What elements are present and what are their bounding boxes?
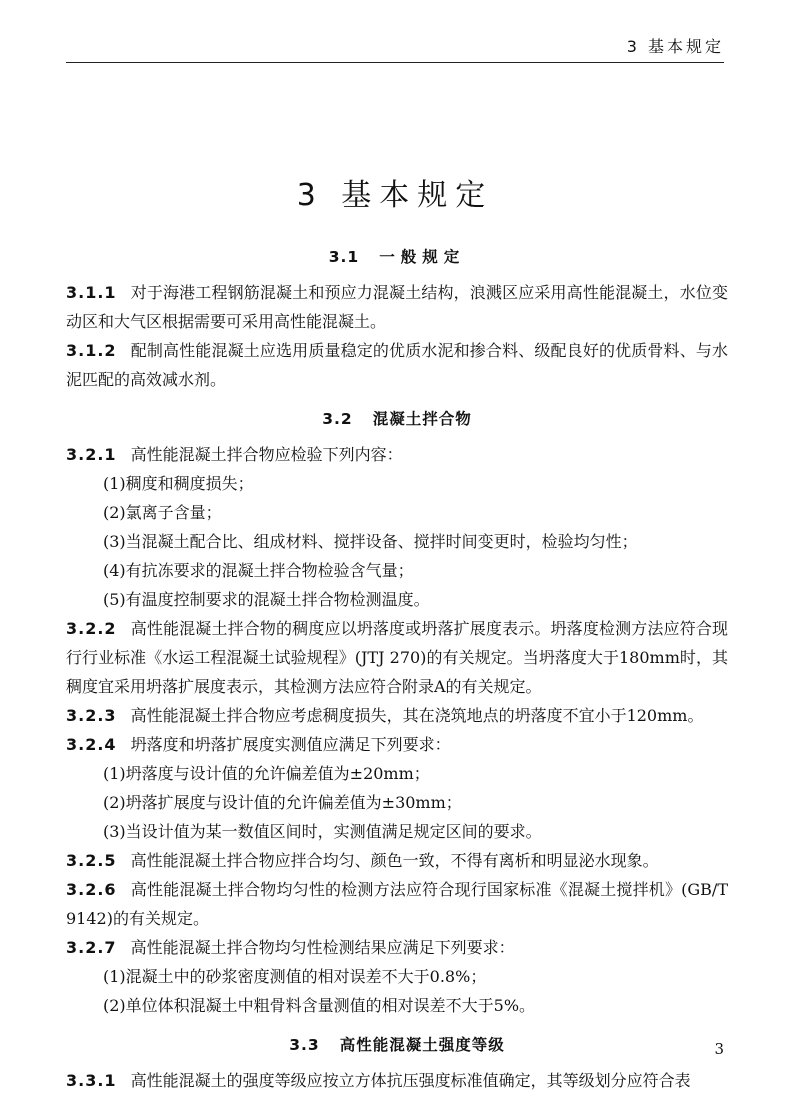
clause-3-1-2 — [66, 336, 728, 394]
clause-3-2-5 — [66, 846, 728, 875]
clause-3-2-3 — [66, 701, 728, 730]
clause-number: 3.2.7 — [66, 938, 117, 957]
clause-3-1-1 — [66, 278, 728, 336]
list-item: (1)混凝土中的砂浆密度测值的相对误差不大于0.8%； — [103, 967, 487, 986]
clause-number: 3.2.1 — [66, 445, 117, 464]
clause-number: 3.1.1 — [66, 283, 117, 302]
clause-text: 高性能混凝土拌合物应考虑稠度损失，其在浇筑地点的坍落度不宜小于120mm。 — [130, 706, 704, 725]
clause-3-2-6 — [66, 875, 728, 933]
section-heading-3-2 — [66, 402, 728, 440]
list-item: (1)稠度和稠度损失； — [103, 474, 254, 493]
clause-number: 3.3.1 — [66, 1071, 117, 1090]
document-body — [66, 240, 728, 1095]
clause-text: 高性能混凝土拌合物的稠度应以坍落度或坍落扩展度表示。坍落度检测方法应符合现行行业标准《水运工程混凝土试验规程》(JTJ 270)的有关规定。当坍落度大于180mm时，其稠度宜采用坍落扩展度表示，其检测方法应符合附录A的有关规定。 — [66, 619, 728, 696]
running-header-text: 3 基本规定 — [626, 37, 724, 56]
clause-number: 3.2.6 — [66, 880, 117, 899]
clause-text: 对于海港工程钢筋混凝土和预应力混凝土结构，浪溅区应采用高性能混凝土，水位变动区和大气区根据需要可采用高性能混凝土。 — [66, 283, 728, 331]
clause-text: 高性能混凝土拌合物应检验下列内容： — [130, 445, 403, 464]
clause-3-2-1 — [66, 440, 728, 469]
clause-text: 高性能混凝土拌合物均匀性的检测方法应符合现行国家标准《混凝土搅拌机》(GB/T 9142)的有关规定。 — [66, 880, 728, 928]
list-item: (2)氯离子含量； — [103, 503, 222, 522]
clause-number: 3.2.5 — [66, 851, 117, 870]
section-number: 3.1 — [328, 248, 360, 266]
clause-text: 配制高性能混凝土应选用质量稳定的优质水泥和掺合料、级配良好的优质骨料、与水泥匹配的高效减水剂。 — [66, 341, 728, 389]
section-heading-3-3 — [66, 1028, 728, 1066]
section-title: 一般规定 — [379, 248, 466, 266]
clause-number: 3.2.3 — [66, 706, 117, 725]
list-item: (2)坍落扩展度与设计值的允许偏差值为±30mm； — [103, 793, 462, 812]
section-title: 高性能混凝土强度等级 — [339, 1036, 505, 1054]
clause-3-2-2 — [66, 614, 728, 701]
clause-3-2-7 — [66, 933, 728, 962]
clause-number: 3.2.2 — [66, 619, 117, 638]
section-number: 3.2 — [322, 410, 353, 428]
page-number: 3 — [714, 1040, 724, 1058]
section-number: 3.3 — [289, 1036, 320, 1054]
clause-text: 高性能混凝土拌合物均匀性检测结果应满足下列要求： — [130, 938, 515, 957]
list-item: (3)当混凝土配合比、组成材料、搅拌设备、搅拌时间变更时，检验均匀性； — [103, 532, 638, 551]
chapter-title: 3 基本规定 — [296, 178, 494, 213]
clause-number: 3.2.4 — [66, 735, 117, 754]
clause-text: 坍落度和坍落扩展度实测值应满足下列要求： — [130, 735, 451, 754]
list-item: (1)坍落度与设计值的允许偏差值为±20mm； — [103, 764, 430, 783]
clause-text: 高性能混凝土的强度等级应按立方体抗压强度标准值确定，其等级划分应符合表 — [130, 1071, 691, 1090]
list-item: (2)单位体积混凝土中粗骨料含量测值的相对误差不大于5%。 — [103, 996, 536, 1015]
clause-3-2-4 — [66, 730, 728, 759]
clause-number: 3.1.2 — [66, 341, 117, 360]
section-title: 混凝土拌合物 — [372, 410, 472, 428]
list-item: (5)有温度控制要求的混凝土拌合物检测温度。 — [103, 590, 430, 609]
running-header — [66, 30, 724, 63]
clause-text: 高性能混凝土拌合物应拌合均匀、颜色一致，不得有离析和明显泌水现象。 — [130, 851, 659, 870]
section-heading-3-1 — [66, 240, 728, 278]
list-item: (3)当设计值为某一数值区间时，实测值满足规定区间的要求。 — [103, 822, 542, 841]
list-item: (4)有抗冻要求的混凝土拌合物检验含气量； — [103, 561, 414, 580]
